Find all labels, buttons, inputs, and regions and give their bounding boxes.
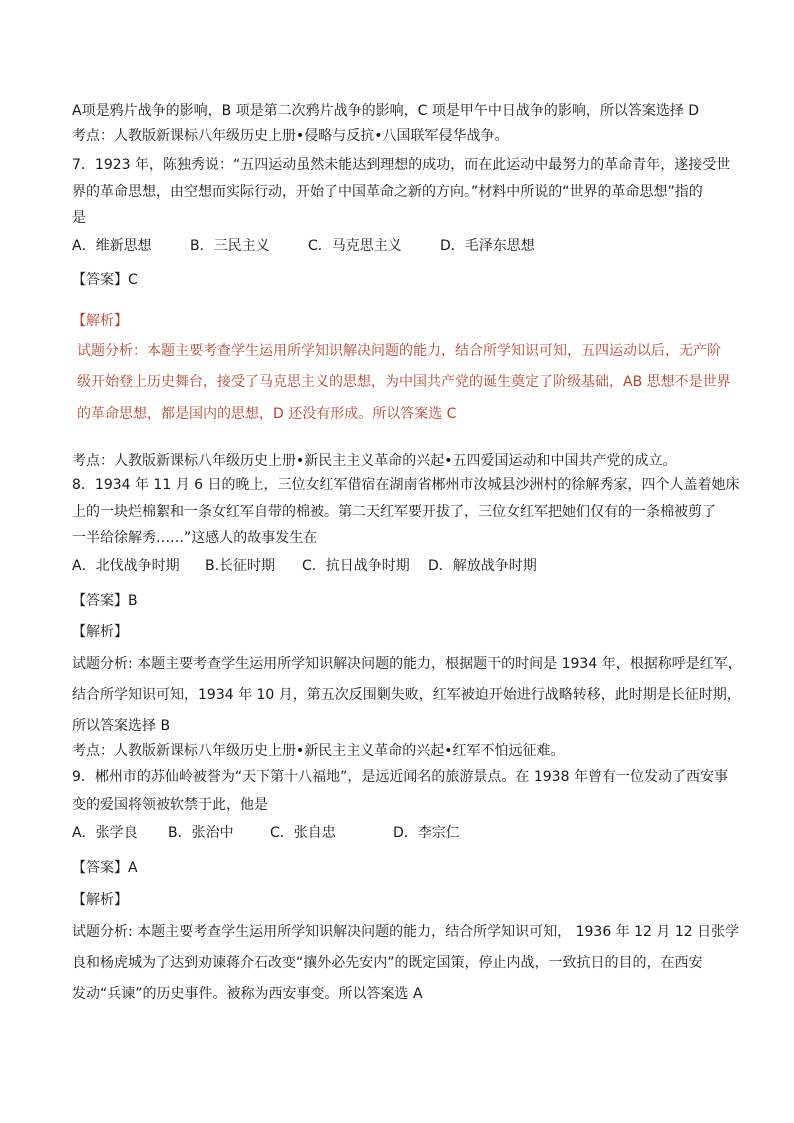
q7-exam-point: 考点：人教版新课标八年级历史上册•新民主主义革命的兴起•五四爱国运动和中国共产党的成立。 bbox=[72, 453, 677, 469]
q7-stem-line-3: 是 bbox=[72, 210, 86, 226]
q7-option-b: B．三民主义 bbox=[190, 238, 270, 254]
q9-stem-line-1: 9．郴州市的苏仙岭被誉为“天下第十八福地”，是远近闻名的旅游景点。在 1938 年曾有一位发动了西安事 bbox=[72, 769, 728, 785]
q8-analysis-line-3: 所以答案选择 B bbox=[72, 718, 171, 734]
prev-answer-explanation: A项是鸦片战争的影响，B 项是第二次鸦片战争的影响，C 项是甲午中日战争的影响，所以答案选择 D bbox=[72, 103, 700, 119]
q8-analysis-heading: 【解析】 bbox=[72, 624, 128, 640]
q9-option-d: D．李宗仁 bbox=[393, 825, 460, 841]
q7-analysis-line-3: 的革命思想，都是国内的思想，D 还没有形成。所以答案选 C bbox=[77, 406, 457, 422]
q7-option-c: C．马克思主义 bbox=[308, 238, 402, 254]
q8-stem-line-2: 上的一块烂棉絮和一条女红军自带的棉被。第二天红军要开拔了，三位女红军把她们仅有的一条棉被剪了 bbox=[72, 504, 716, 520]
q7-analysis-line-2: 级开始登上历史舞台，接受了马克思主义的思想，为中国共产党的诞生奠定了阶级基础，AB 思想不是世界 bbox=[77, 374, 731, 390]
q9-analysis-line-1: 试题分析: 本题主要考查学生运用所学知识解决问题的能力，结合所学知识可知， 1936 年 12 月 12 日张学 bbox=[72, 924, 740, 940]
q7-stem-line-1: 7．1923 年，陈独秀说：“五四运动虽然未能达到理想的成功，而在此运动中最努力的革命青年，遂接受世 bbox=[72, 157, 731, 173]
q7-analysis-heading: 【解析】 bbox=[72, 313, 128, 329]
q9-answer: 【答案】A bbox=[72, 860, 138, 876]
q9-option-b: B．张治中 bbox=[168, 825, 234, 841]
q8-option-c: C．抗日战争时期 bbox=[302, 558, 410, 574]
q8-answer: 【答案】B bbox=[72, 593, 138, 609]
q7-answer: 【答案】C bbox=[72, 272, 138, 288]
q7-analysis-line-1: 试题分析：本题主要考查学生运用所学知识解决问题的能力，结合所学知识可知，五四运动以后，无产阶 bbox=[77, 343, 721, 359]
q7-option-d: D．毛泽东思想 bbox=[440, 238, 535, 254]
q7-stem-line-2: 界的革命思想，由空想而实际行动，开始了中国革命之新的方向。”材料中所说的“世界的革命思想”指的 bbox=[72, 184, 703, 200]
q8-stem-line-1: 8．1934 年 11 月 6 日的晚上，三位女红军借宿在湖南省郴州市汝城县沙洲村的徐解秀家，四个人盖着她床 bbox=[72, 477, 740, 493]
q8-analysis-line-1: 试题分析: 本题主要考查学生运用所学知识解决问题的能力，根据题干的时间是 1934 年，根据称呼是红军， bbox=[72, 656, 742, 672]
q9-stem-line-2: 变的爱国将领被软禁于此，他是 bbox=[72, 797, 268, 813]
q8-option-d: D．解放战争时期 bbox=[428, 558, 537, 574]
q9-analysis-heading: 【解析】 bbox=[72, 892, 128, 908]
q9-analysis-line-2: 良和杨虎城为了达到劝谏蒋介石改变“攘外必先安内”的既定国策，停止内战，一致抗日的目的，在西安 bbox=[72, 955, 703, 971]
q8-exam-point: 考点：人教版新课标八年级历史上册•新民主主义革命的兴起•红军不怕远征难。 bbox=[72, 743, 565, 759]
q7-option-a: A．维新思想 bbox=[72, 238, 152, 254]
q9-option-a: A．张学良 bbox=[72, 825, 138, 841]
q8-stem-line-3: 一半给徐解秀……”这感人的故事发生在 bbox=[72, 530, 318, 546]
q9-option-c: C．张自忠 bbox=[270, 825, 336, 841]
q9-analysis-line-3: 发动“兵谏”的历史事件。被称为西安事变。所以答案选 A bbox=[72, 986, 423, 1002]
q8-option-b: B.长征时期 bbox=[205, 558, 276, 574]
prev-exam-point: 考点：人教版新课标八年级历史上册•侵略与反抗•八国联军侵华战争。 bbox=[72, 128, 509, 144]
q8-option-a: A．北伐战争时期 bbox=[72, 558, 180, 574]
q8-analysis-line-2: 结合所学知识可知，1934 年 10 月，第五次反围剿失败，红军被迫开始进行战略转移，此时期是长征时期， bbox=[72, 687, 741, 703]
